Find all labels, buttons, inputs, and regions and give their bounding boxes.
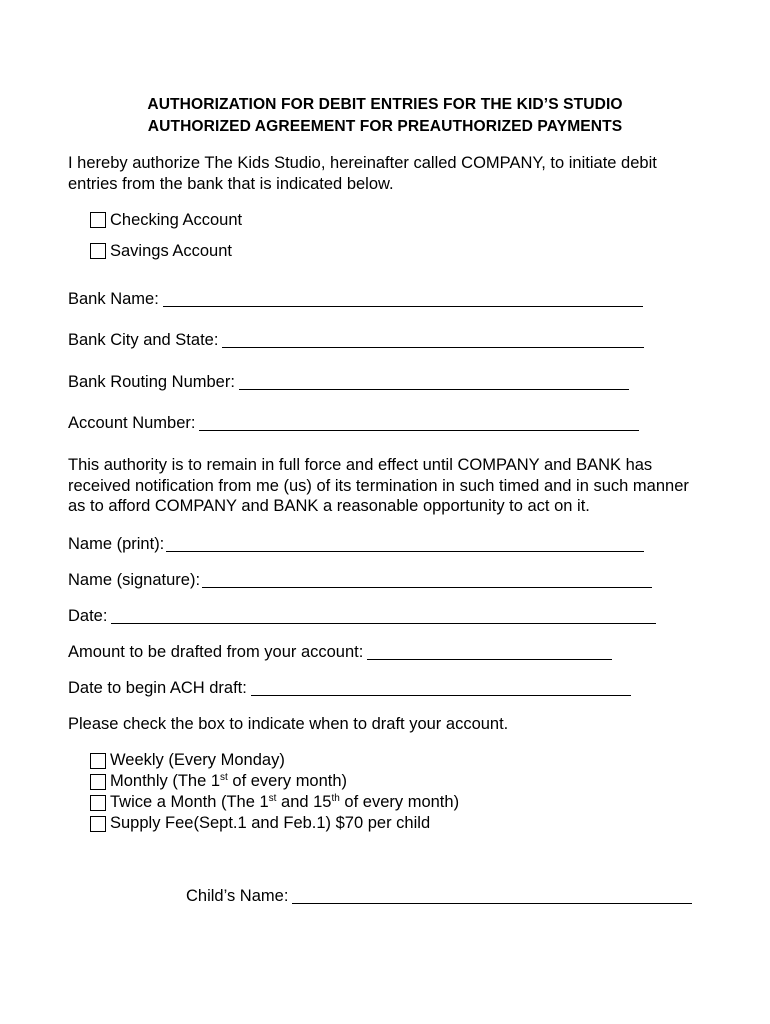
checking-account-checkbox[interactable]	[90, 212, 106, 228]
monthly-checkbox[interactable]	[90, 774, 106, 790]
form-title-line-2: AUTHORIZED AGREEMENT FOR PREAUTHORIZED PAYMENTS	[147, 118, 623, 135]
routing-number-line[interactable]	[239, 388, 629, 390]
bank-name-line[interactable]	[163, 305, 643, 307]
weekly-option[interactable]	[90, 750, 459, 771]
name-print-label: Name (print):	[68, 535, 165, 553]
amount-field[interactable]	[68, 642, 612, 663]
date-label: Date:	[68, 607, 108, 625]
twice-a-month-label: Twice a Month (The 1st and 15th of every month)	[110, 793, 460, 812]
amount-label: Amount to be drafted from your account:	[68, 643, 364, 661]
intro-paragraph: I hereby authorize The Kids Studio, hereinafter called COMPANY, to initiate debit entries from the bank that is indicated below.	[68, 154, 657, 193]
schedule-options	[90, 750, 459, 834]
twice-a-month-checkbox[interactable]	[90, 795, 106, 811]
account-number-label: Account Number:	[68, 414, 196, 432]
form-title-line-1: AUTHORIZATION FOR DEBIT ENTRIES FOR THE KID’S STUDIO	[147, 96, 623, 113]
begin-date-line[interactable]	[251, 694, 631, 696]
child-name-field[interactable]	[186, 886, 692, 907]
name-signature-line[interactable]	[202, 586, 652, 588]
bank-name-field[interactable]	[68, 289, 643, 310]
monthly-option[interactable]	[90, 771, 459, 792]
monthly-label: Monthly (The 1st of every month)	[110, 772, 348, 791]
savings-account-option[interactable]	[90, 241, 232, 262]
bank-name-label: Bank Name:	[68, 290, 159, 308]
amount-line[interactable]	[367, 658, 612, 660]
name-print-line[interactable]	[166, 550, 644, 552]
weekly-label: Weekly (Every Monday)	[110, 751, 285, 770]
bank-city-state-field[interactable]	[68, 330, 644, 351]
supply-fee-label: Supply Fee(Sept.1 and Feb.1) $70 per child	[110, 814, 431, 833]
checking-account-option[interactable]	[90, 210, 242, 231]
begin-date-label: Date to begin ACH draft:	[68, 679, 247, 697]
savings-account-checkbox[interactable]	[90, 243, 106, 259]
name-signature-label: Name (signature):	[68, 571, 201, 589]
twice-a-month-option[interactable]	[90, 792, 459, 813]
name-print-field[interactable]	[68, 534, 644, 555]
bank-city-state-label: Bank City and State:	[68, 331, 219, 349]
savings-account-label: Savings Account	[110, 242, 232, 260]
account-number-field[interactable]	[68, 413, 639, 434]
routing-number-label: Bank Routing Number:	[68, 373, 235, 391]
checking-account-label: Checking Account	[110, 211, 243, 229]
name-signature-field[interactable]	[68, 570, 652, 591]
begin-date-field[interactable]	[68, 678, 631, 699]
supply-fee-checkbox[interactable]	[90, 816, 106, 832]
child-name-line[interactable]	[292, 902, 692, 904]
child-name-label: Child’s Name:	[186, 887, 289, 905]
account-number-line[interactable]	[199, 429, 639, 431]
date-line[interactable]	[111, 622, 656, 624]
supply-fee-option[interactable]	[90, 813, 459, 834]
authority-paragraph: This authority is to remain in full force and effect until COMPANY and BANK has received notification from me (us) of its termination in such timed and in such manner as to afford COMPANY and BANK a reasonable opportunity to act on it.	[68, 456, 689, 515]
weekly-checkbox[interactable]	[90, 753, 106, 769]
date-field[interactable]	[68, 606, 656, 627]
bank-city-state-line[interactable]	[222, 346, 644, 348]
schedule-prompt: Please check the box to indicate when to draft your account.	[68, 715, 509, 733]
routing-number-field[interactable]	[68, 372, 629, 393]
